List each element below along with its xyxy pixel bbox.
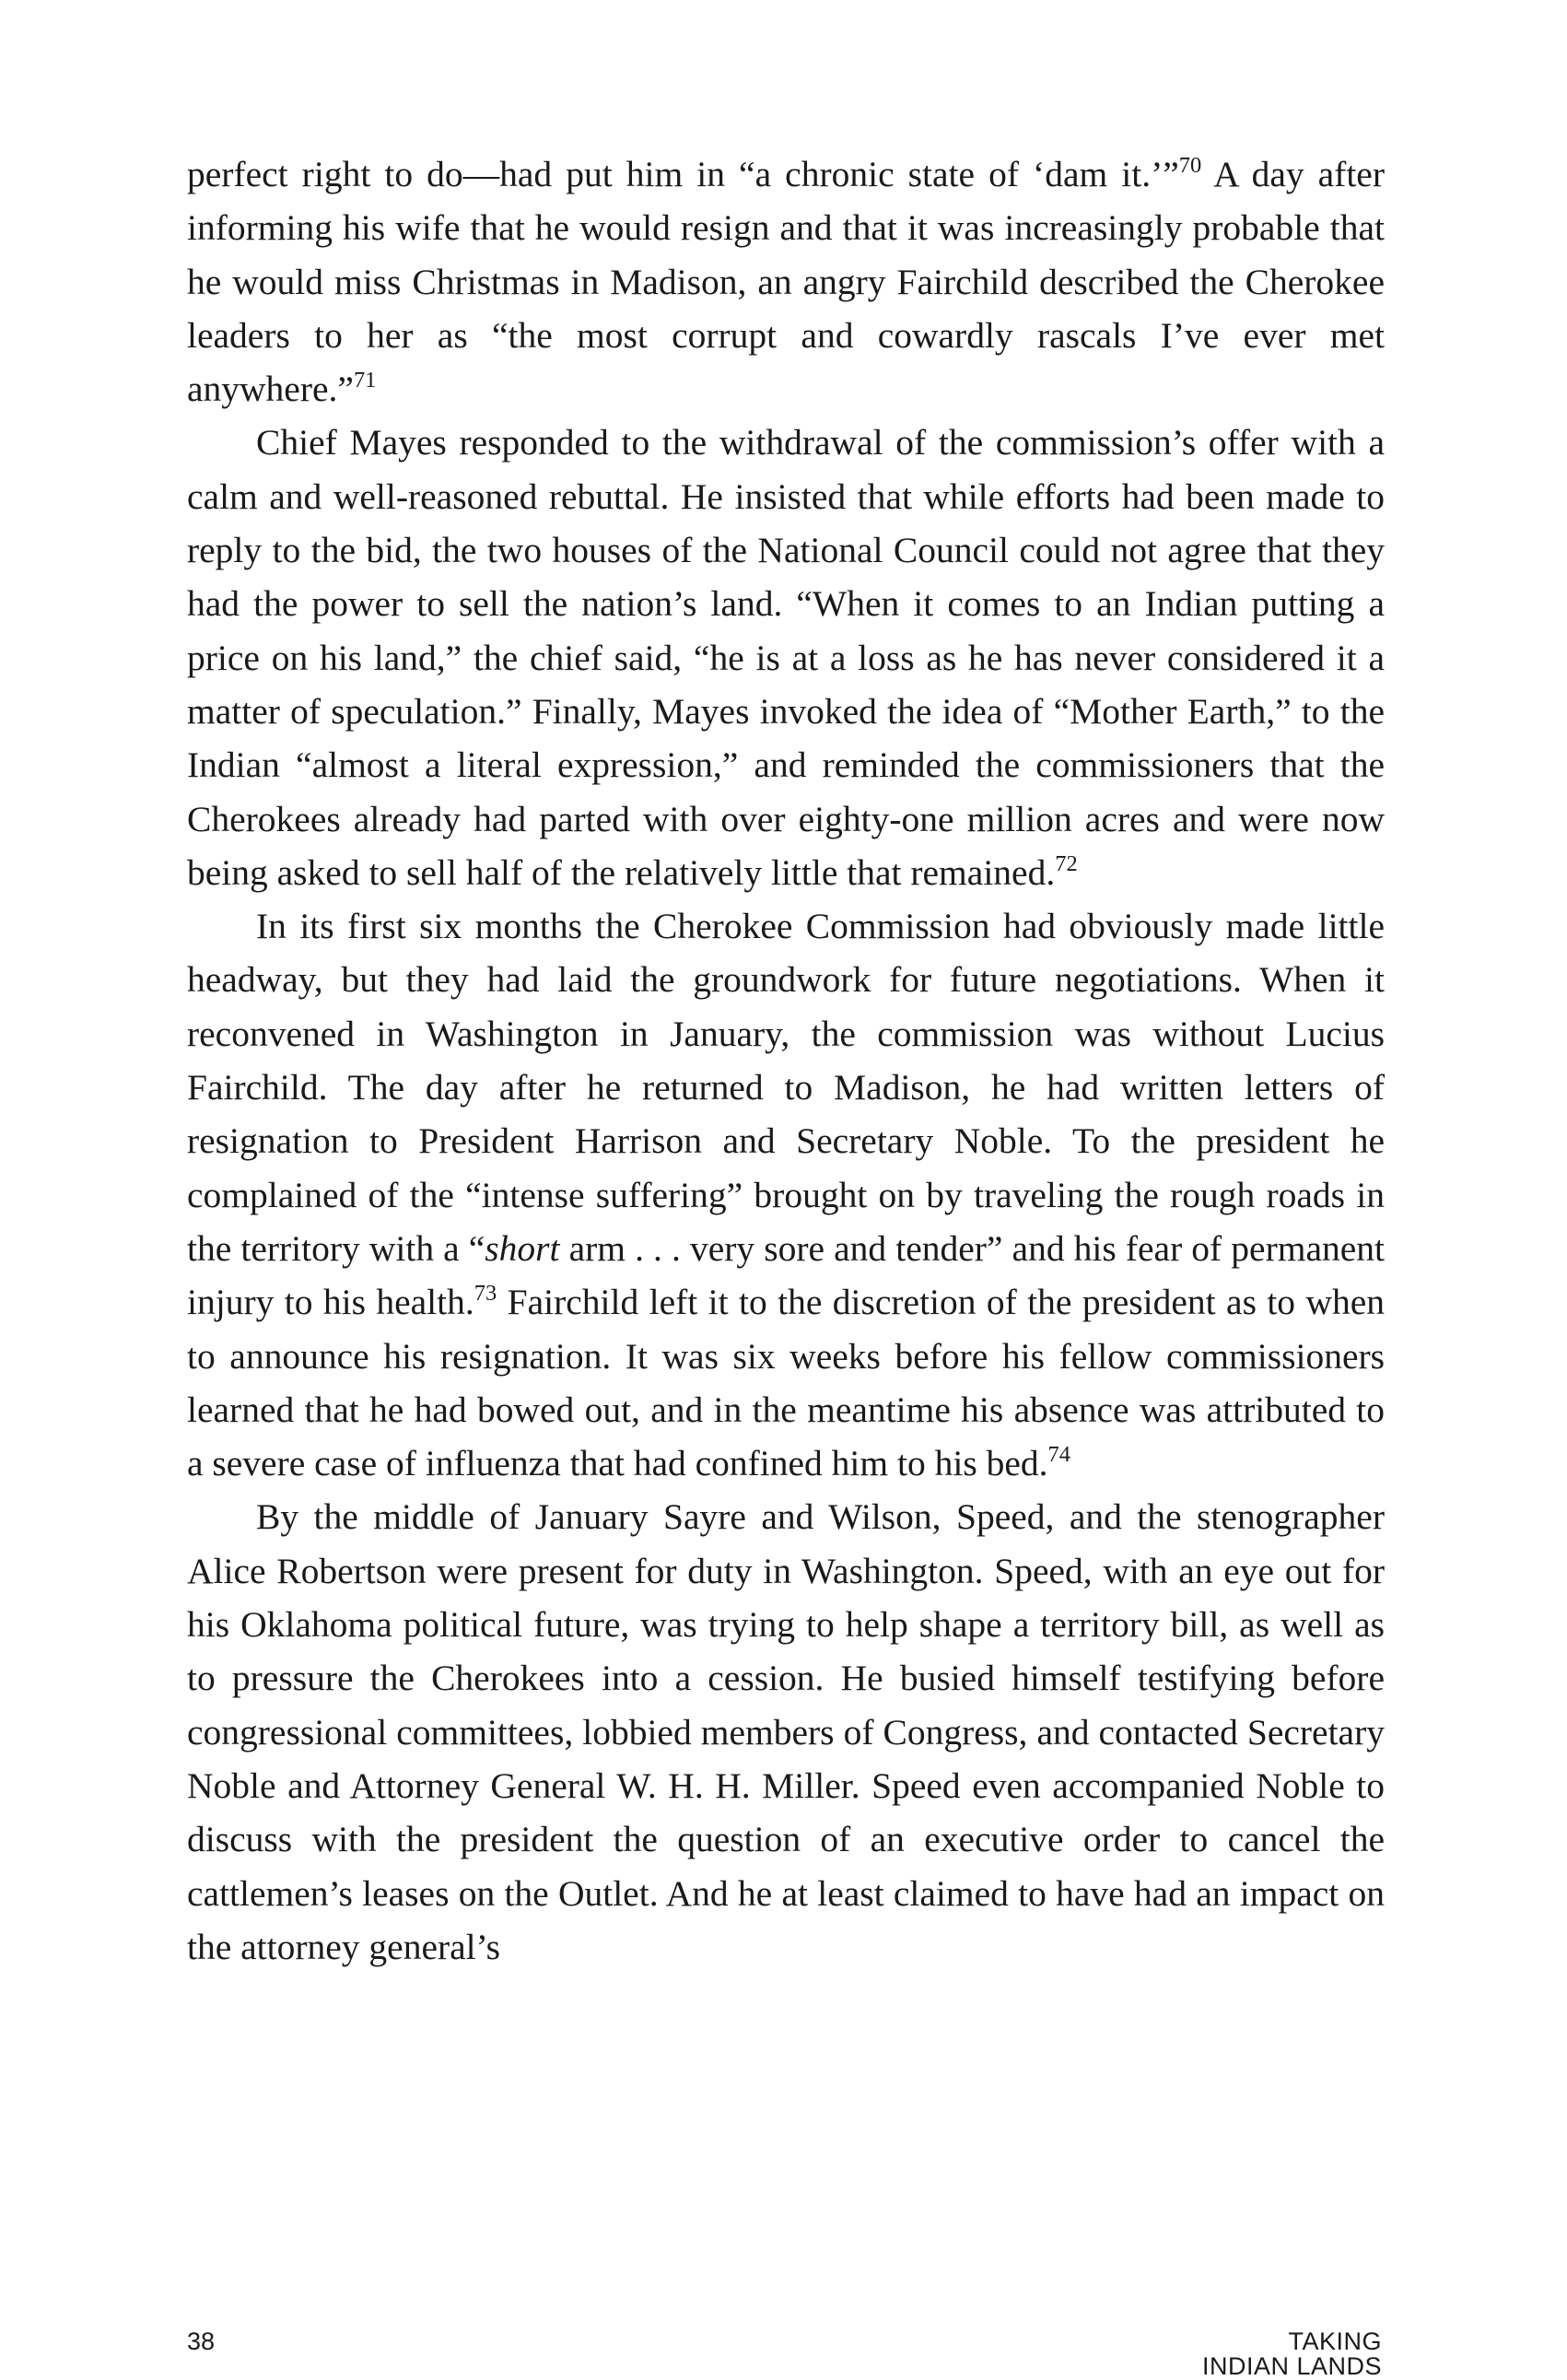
body-text: arm . . . very sore and tender” and his fear of permanent injury to his health. xyxy=(187,1227,1385,1323)
body-text: A day after informing his wife that he would resign and that it was increasingly probable that he would miss Christmas in Madison, an angry Fairchild described the Cherokee leaders to her as “the most corrupt and cowardly rascals I’ve ever met anywhere.” xyxy=(187,154,1385,410)
body-text: Fairchild left it to the discretion of the president as to when to announce his resignation. It was six weeks before his fellow commissioners learned that he had bowed out, and in the meantime his absence was attributed to a severe case of influenza that had confined him to his bed. xyxy=(187,1282,1386,1484)
page-number: 38 xyxy=(187,2327,216,2355)
paragraph-1 xyxy=(187,147,1385,416)
paragraph-3 xyxy=(187,899,1385,1490)
page-body xyxy=(187,147,1385,1974)
paragraph-2 xyxy=(187,416,1385,899)
footnote-ref-72: 72 xyxy=(1055,850,1078,876)
body-text: By the middle of January Sayre and Wilson, Speed, and the stenographer Alice Robertson were present for duty in Washington. Speed, with an eye out for his Oklahoma political future, was trying to help shape a territory bill, as well as to pressure the Cherokees into a cession. He busied himself testifying before congressional committees, lobbied members of Congress, and contacted Secretary Noble and Attorney General W. H. H. Miller. Speed even accompanied Noble to discuss with the president the question of an executive order to cancel the cattlemen’s leases on the Outlet. And he at least claimed to have had an impact on the attorney general’s xyxy=(187,1496,1385,1967)
running-title: TAKING INDIAN LANDS xyxy=(1201,2327,1382,2380)
footnote-ref-74: 74 xyxy=(1047,1441,1070,1467)
paragraph-4 xyxy=(187,1490,1385,1974)
body-text: Chief Mayes responded to the withdrawal of the commission’s offer with a calm and well-reasoned rebuttal. He insisted that while efforts had been made to reply to the bid, the two houses of the National Council could not agree that they had the power to sell the nation’s land. “When it comes to an Indian putting a price on his land,” the chief said, “he is at a loss as he has never considered it a matter of speculation.” Finally, Mayes invoked the idea of “Mother Earth,” to the Indian “almost a literal expression,” and reminded the commissioners that the Cherokees already had parted with over eighty-one million acres and were now being asked to sell half of the relatively little that remained. xyxy=(187,422,1385,893)
body-text: perfect right to do—had put him in “a chronic state of ‘dam it.’” xyxy=(187,154,1179,194)
footnote-ref-73: 73 xyxy=(474,1281,497,1307)
body-text: In its first six months the Cherokee Commission had obviously made little headway, but they had laid the groundwork for future negotiations. When it reconvened in Washington in January, the commission was without Lucius Fairchild. The day after he returned to Madison, he had written letters of resignation to President Harrison and Secretary Noble. To the president he complained of the “intense suffering” brought on by traveling the rough roads in the territory with a “ xyxy=(187,906,1385,1269)
italic-text: short xyxy=(485,1227,560,1269)
footnote-ref-70: 70 xyxy=(1178,152,1202,178)
footnote-ref-71: 71 xyxy=(353,368,377,393)
